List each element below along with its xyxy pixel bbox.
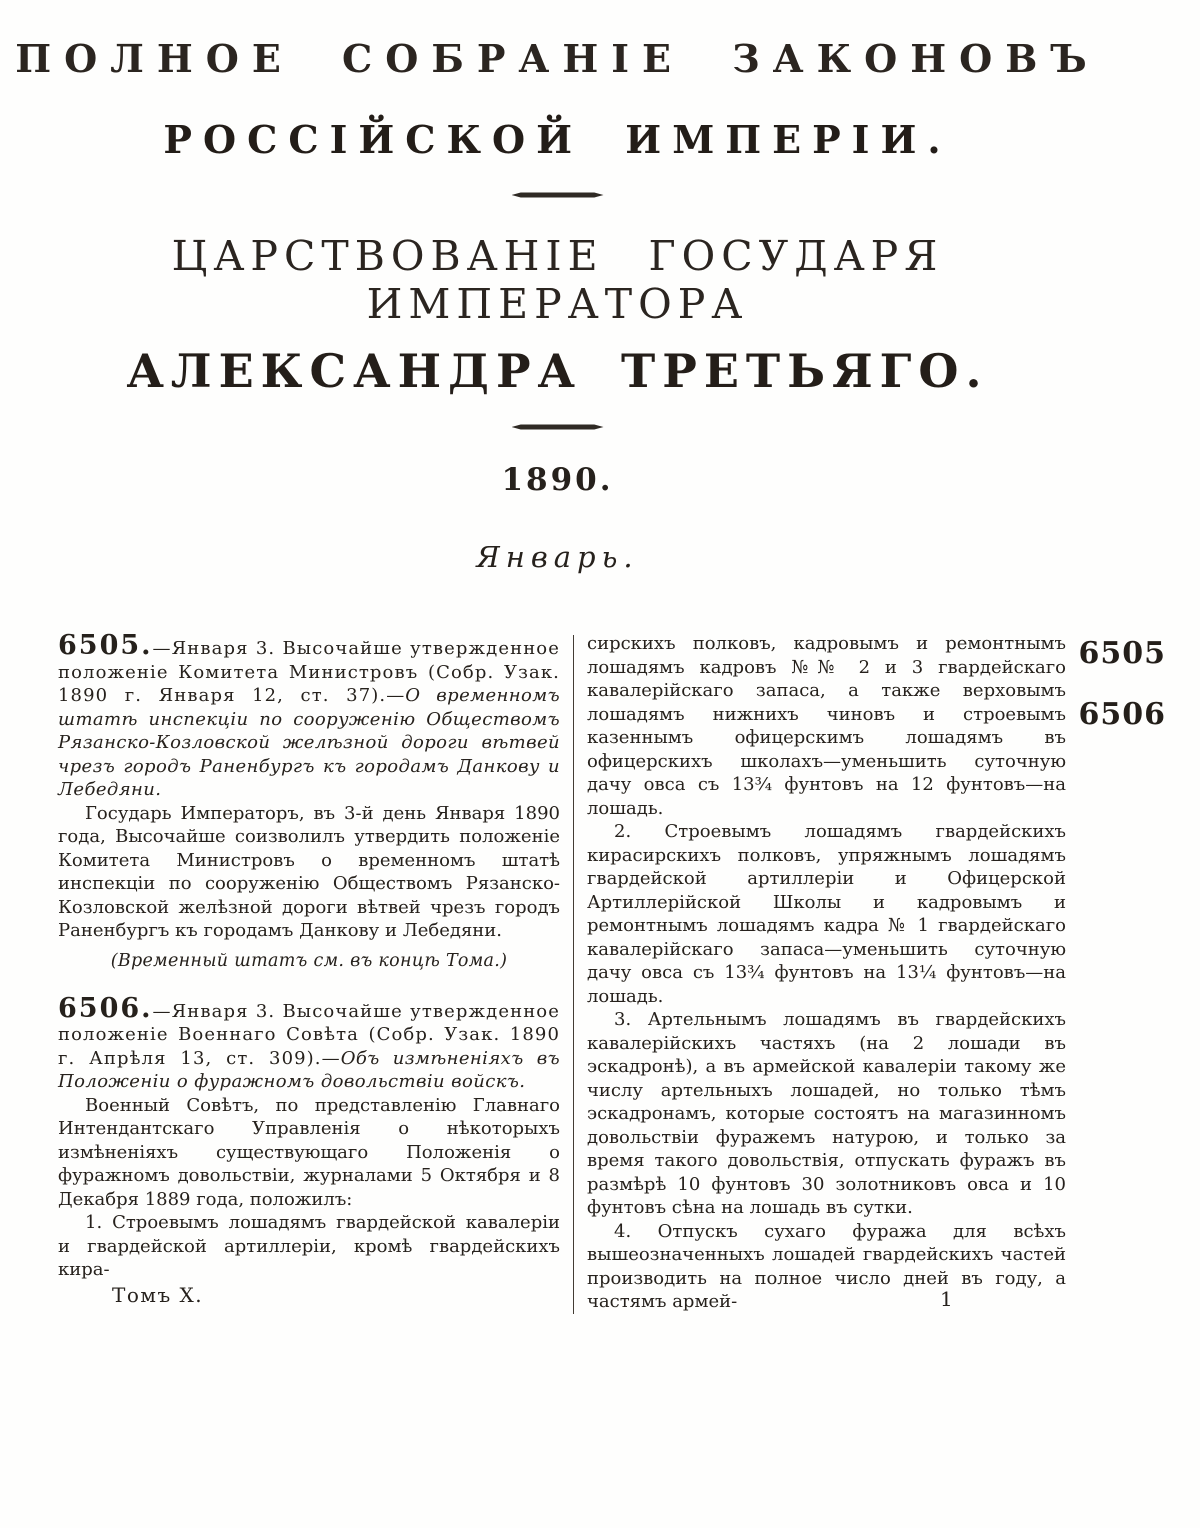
entry-6506-item-4: 4. Отпускъ сухаго фуража для всѣхъ вышеозначенныхъ лошадей гвардейскихъ частей производить на полное число дней въ году, а частямъ армей-: [587, 1220, 1066, 1312]
entry-6505-title: О временномъ штатѣ инспекціи по сооруженію Обществомъ Рязанско-Козловской желѣзной дороги вѣтвей чрезъ городъ Раненбургъ къ городамъ Данкову и Лебедяни.: [58, 685, 560, 800]
right-column: [587, 632, 1066, 1314]
entry-6505-heading: [58, 632, 560, 802]
year-heading: 1890.: [501, 462, 614, 498]
margin-number-6506: 6506: [1078, 697, 1166, 732]
entry-6506-item-3: 3. Артельнымъ лошадямъ въ гвардейскихъ кавалерійскихъ частяхъ (на 2 лошади въ эскадронѣ), а въ армейской кавалеріи такому же числу артельныхъ лошадей, но только тѣмъ эскадронамъ, которые состоятъ на магазинномъ довольствіи фуражемъ натурою, и только за время такого довольствія, отпускать фуражъ въ размѣрѣ 10 фунтовъ 30 золотниковъ овса и 10 фунтовъ сѣна на лошадь въ сутки.: [587, 1009, 1066, 1218]
empire-title: РОССІЙСКОЙ ИМПЕРІИ.: [163, 117, 952, 162]
entry-6506-continuation: сирскихъ полковъ, кадровымъ и ремонтнымъ лошадямъ кадровъ №№ 2 и 3 гвардейскаго кавалерійскаго запаса, а также верховымъ лошадямъ нижнихъ чиновъ и строевымъ казеннымъ офицерскимъ лошадямъ въ офицерскихъ школахъ—уменьшить суточную дачу овса съ 13¾ фунтовъ на 12 фунтовъ—на лошадь.: [587, 633, 1066, 819]
entry-6506-heading: [58, 992, 560, 1094]
column-divider-rule: [573, 635, 574, 1314]
margin-number-6505: 6505: [1078, 636, 1166, 671]
volume-label: Томъ X.: [112, 1283, 204, 1307]
entry-6506-title: Объ измѣненіяхъ въ Положеніи о фуражномъ довольствіи войскъ.: [58, 1047, 560, 1092]
page-number: 1: [940, 1287, 953, 1311]
entry-6505-body: Государь Императоръ, въ 3-й день Января 1890 года, Высочайше соизволилъ утвердить положеніе Комитета Министровъ о временномъ штатѣ инспекціи по сооруженію Обществомъ Рязанско-Козловской желѣзной дороги вѣтвей чрезъ городъ Раненбургъ къ городамъ Данкову и Лебедяни.: [58, 802, 560, 941]
entry-6505-note: (Временный штатъ см. въ концѣ Тома.): [110, 950, 508, 971]
masthead: [0, 36, 1115, 574]
reign-title: ЦАРСТВОВАНІЕ ГОСУДАРЯ ИМПЕРАТОРА: [171, 232, 944, 328]
month-heading: Январь.: [476, 540, 639, 574]
left-column: [58, 632, 560, 1314]
emperor-title: АЛЕКСАНДРА ТРЕТЬЯГО.: [126, 344, 989, 398]
ornamental-rule: [512, 424, 604, 430]
entry-6506-heading-text: —Января 3. Высочайше утвержденное положеніе Военнаго Совѣта (Собр. Узак. 1890 г. Апрѣля 13, ст. 309).—: [58, 1000, 560, 1069]
entry-6505-heading-text: —Января 3. Высочайше утвержденное положеніе Комитета Министровъ (Собр. Узак. 1890 г. Января 12, ст. 37).—: [58, 638, 560, 706]
collection-title: ПОЛНОЕ СОБРАНІЕ ЗАКОНОВЪ: [15, 36, 1100, 81]
entry-6505-number: 6505.: [58, 630, 153, 661]
ornamental-rule: [512, 192, 604, 198]
entry-6506-body-p2: 1. Строевымъ лошадямъ гвардейской кавалеріи и гвардейской артиллеріи, кромѣ гвардейскихъ кира-: [58, 1212, 560, 1280]
margin-entry-numbers: [1079, 638, 1167, 731]
entry-6506-number: 6506.: [58, 992, 153, 1024]
two-column-text-block: [58, 632, 1066, 1314]
entry-6506-body-p1: Военный Совѣтъ, по представленію Главнаго Интендантскаго Управленія о нѣкоторыхъ измѣненіяхъ существующаго Положенія о фуражномъ довольствіи, журналами 5 Октября и 8 Декабря 1889 года, положилъ:: [58, 1094, 560, 1210]
entry-6506-item-2: 2. Строевымъ лошадямъ гвардейскихъ кирасирскихъ полковъ, упряжнымъ лошадямъ гвардейской артиллеріи и Офицерской Артиллерійской Школы и кадровымъ и ремонтнымъ лошадямъ кадра № 1 гвардейскаго кавалерійскаго запаса—уменьшить суточную дачу овса съ 13¾ фунтовъ на 13¼ фунтовъ—на лошадь.: [587, 821, 1066, 1007]
